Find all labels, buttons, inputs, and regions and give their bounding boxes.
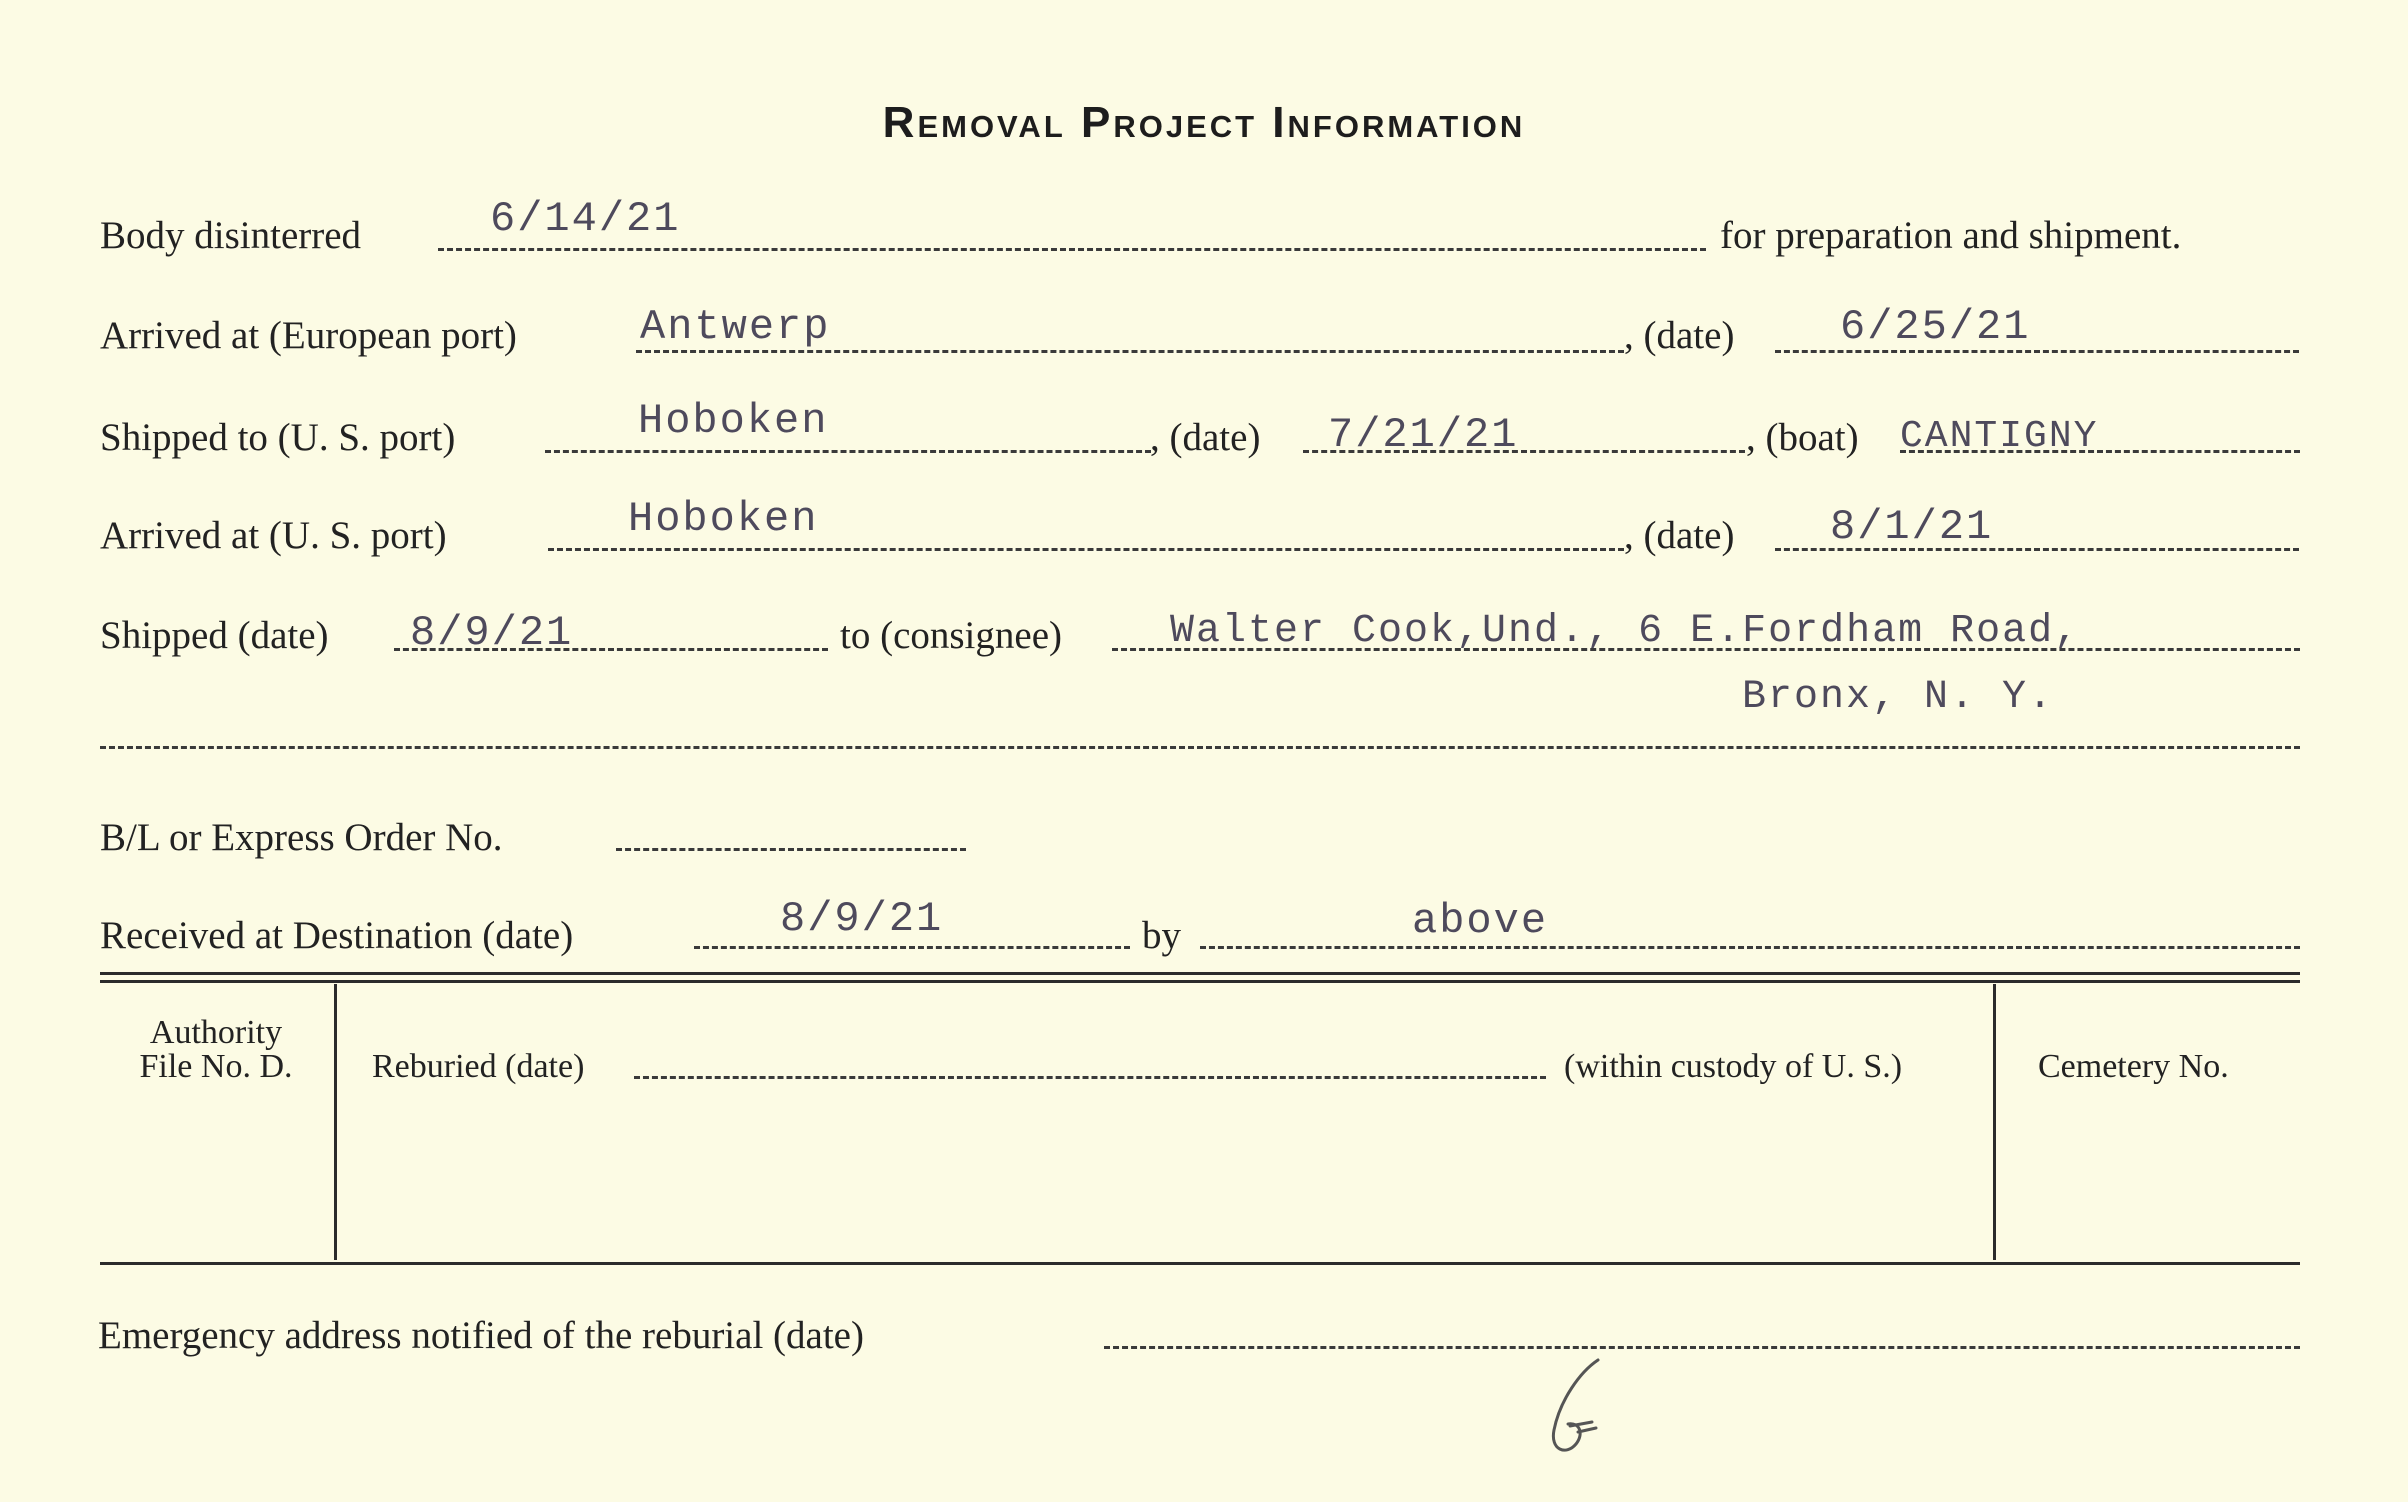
received-date-line [694, 946, 1130, 949]
boat-label: , (boat) [1746, 416, 1859, 459]
handwritten-initial-mark [1540, 1352, 1620, 1462]
shipped-to-us-label: Shipped to (U. S. port) [100, 416, 456, 459]
european-date-value: 6/25/21 [1840, 303, 2031, 351]
emergency-line [1104, 1346, 2300, 1349]
shipped-out-label: Shipped (date) [100, 614, 329, 657]
shipped-date-label: , (date) [1150, 416, 1261, 459]
bl-order-label: B/L or Express Order No. [100, 816, 503, 859]
double-rule-top [100, 972, 2300, 975]
boat-value: CANTIGNY [1900, 415, 2099, 458]
body-disinterred-label: Body disinterred [100, 214, 362, 257]
arrived-us-label: Arrived at (U. S. port) [100, 514, 447, 557]
consignee-extra-line [100, 746, 2300, 749]
file-no-label: File No. D. [139, 1048, 293, 1085]
emergency-label: Emergency address notified of the reburial (date) [98, 1314, 864, 1357]
european-port-value: Antwerp [640, 303, 831, 351]
cemetery-label: Cemetery No. [2038, 1048, 2229, 1085]
by-label: by [1142, 914, 1181, 957]
arrived-date-label: , (date) [1624, 514, 1735, 557]
bl-order-line [616, 848, 966, 851]
authority-label: Authority [149, 1014, 283, 1051]
us-port-shipped-value: Hoboken [638, 397, 829, 445]
us-port-arrived-value: Hoboken [628, 495, 819, 543]
box-divider-right [1993, 984, 1996, 1260]
for-preparation-label: for preparation and shipment. [1720, 214, 2182, 257]
reburied-line [634, 1076, 1546, 1079]
box-bottom-rule [100, 1262, 2300, 1265]
consignee-line1-value: Walter Cook,Und., 6 E.Fordham Road, [1170, 609, 2081, 654]
form-title: Removal Project Information [882, 98, 1526, 147]
shipped-out-date-value: 8/9/21 [410, 609, 574, 657]
received-by-value: above [1412, 897, 1549, 945]
box-divider-left [334, 984, 337, 1260]
received-date-value: 8/9/21 [780, 895, 944, 943]
double-rule-bottom [100, 980, 2300, 983]
received-label: Received at Destination (date) [100, 914, 574, 957]
european-date-label: , (date) [1624, 314, 1735, 357]
us-port-arrived-line [548, 548, 1624, 551]
custody-label: (within custody of U. S.) [1564, 1048, 1903, 1085]
to-consignee-label: to (consignee) [840, 614, 1063, 657]
shipped-date-value: 7/21/21 [1328, 411, 1519, 459]
received-by-line [1200, 946, 2300, 949]
disinterred-line [438, 248, 1706, 251]
reburied-label: Reburied (date) [372, 1048, 585, 1085]
consignee-line2-value: Bronx, N. Y. [1742, 675, 2055, 720]
us-port-shipped-line [545, 450, 1151, 453]
disinterred-date-value: 6/14/21 [490, 195, 681, 243]
arrived-european-label: Arrived at (European port) [100, 314, 517, 357]
arrived-date-value: 8/1/21 [1830, 503, 1994, 551]
